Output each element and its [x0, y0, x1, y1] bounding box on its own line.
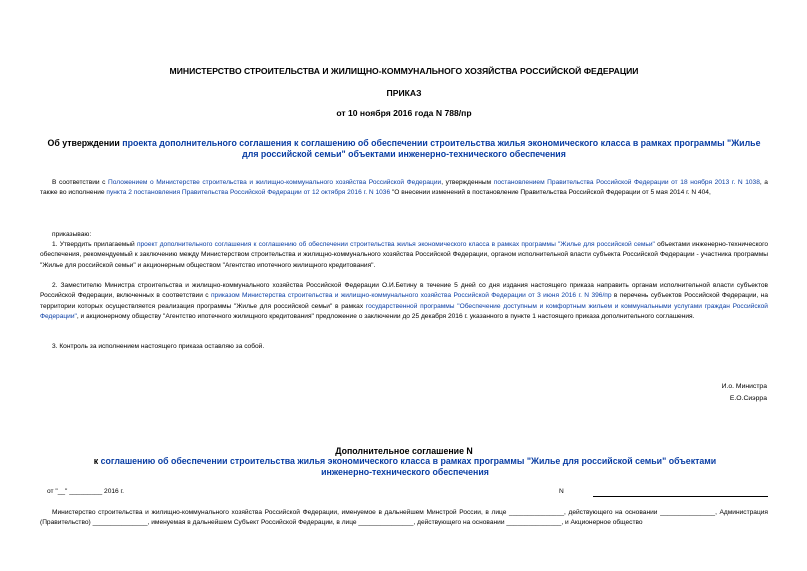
document-type: ПРИКАЗ: [386, 88, 422, 98]
item1-text-1: 1. Утвердить прилагаемый: [52, 241, 137, 248]
draft-agreement-link[interactable]: проект дополнительного соглашения к соглашению об обеспечении строительства жилья экономического класса в рамках программы "Жилье для российской семьи": [136, 241, 655, 248]
item-3-paragraph: [40, 342, 768, 352]
annex-title: Дополнительное соглашение N: [335, 446, 473, 456]
annex-body-paragraph: [40, 508, 768, 529]
base-agreement-link[interactable]: соглашению об обеспечении строительства жилья экономического класса в рамках программы "Жилье для российской семьи" объектами инженерно-технического обеспечения: [100, 456, 717, 477]
resolution-1036-link[interactable]: пункта 2 постановления Правительства Российской Федерации от 12 октября 2016 г. N 1036: [106, 189, 391, 197]
order-396-link[interactable]: приказом Министерства строительства и жилищно-коммунального хозяйства Российской Федерации от 3 июня 2016 г. N 396/пр: [210, 292, 612, 300]
regulation-link[interactable]: Положением о Министерстве строительства и жилищно-коммунального хозяйства Российской Федерации: [108, 179, 442, 186]
preamble-paragraph: [40, 178, 768, 199]
item1-text-2: объектами инженерно-технического обеспечения, рекомендуемый к заключению между Министерством строительства и жилищно-коммунального хозяйства Российской Федерации, органом исполнительной власти субъекта Российской Федерации - участника программы "Жилье для российской семьи" и акционерным обществом "Агентство ипотечного жилищного кредитования".: [40, 241, 769, 269]
annex-number-blank: [593, 496, 768, 497]
item-1-paragraph: [40, 240, 768, 271]
subject-prefix: Об утверждении: [47, 138, 123, 148]
item-2-paragraph: [40, 281, 768, 323]
order-word-text: приказываю:: [52, 231, 92, 238]
annex-date: от "__" _________ 2016 г.: [47, 488, 124, 495]
order-subject: [40, 138, 768, 160]
preamble-text-4: "О внесении изменений в постановление Правительства Российской Федерации от 5 мая 2014 г. N 404: [390, 189, 709, 197]
signature-position: И.о. Министра: [721, 383, 767, 390]
ministry-heading: МИНИСТЕРСТВО СТРОИТЕЛЬСТВА И ЖИЛИЩНО-КОММУНАЛЬНОГО ХОЗЯЙСТВА РОССИЙСКОЙ ФЕДЕРАЦИИ: [169, 66, 639, 76]
resolution-1038-link[interactable]: постановлением Правительства Российской Федерации от 18 ноября 2013 г. N 1038: [493, 179, 760, 186]
annex-prefix: к: [93, 456, 101, 466]
subject-link[interactable]: проекта дополнительного соглашения к соглашению об обеспечении строительства жилья экономического класса в рамках программы "Жилье для российской семьи" объектами инженерно-технического обеспечения: [122, 138, 761, 159]
signature-name: Е.О.Сиэрра: [729, 395, 767, 402]
preamble-text-5: ,: [708, 189, 711, 197]
state-program-link[interactable]: государственной программы "Обеспечение доступным и комфортным жильем и коммунальными услугами граждан Российской Федерации": [40, 302, 768, 321]
document-date-number: от 10 ноября 2016 года N 788/пр: [336, 108, 472, 118]
annex-subtitle: [90, 456, 720, 478]
order-word: [40, 230, 768, 240]
item2-text-1: 2. Заместителю Министра строительства и жилищно-коммунального хозяйства Российской Федерации О.И.Бетину в течение 5 дней со дня издания настоящего приказа направить органам исполнительной власти субъектов Российской Федерации, включенных в соответствии с: [40, 282, 768, 300]
preamble-text-2: , утвержденным: [441, 179, 494, 186]
preamble-text-3: , а также во исполнение: [40, 179, 768, 197]
item3-text: 3. Контроль за исполнением настоящего приказа оставляю за собой.: [52, 343, 265, 350]
item2-text-3: , и акционерному обществу "Агентство ипотечного жилищного кредитования" предложение о заключении до 25 декабря 2016 г. указанного в пункте 1 настоящего приказа дополнительного соглашения.: [76, 313, 695, 321]
item2-text-2: в перечень субъектов Российской Федерации, на территории которых осуществляется реализация программы "Жилье для российской семьи" в рамках: [40, 292, 768, 310]
annex-body-text: Министерство строительства и жилищно-коммунального хозяйства Российской Федерации, именуемое в дальнейшем Минстрой России, в лице _______________, действующего на основании _______________, Администрация (Правительство) _______________, именуемая в дальнейшем Субъект Российской Федерации, в лице _______________, действующего на основании _______________, и Акционерное общество: [40, 509, 768, 527]
preamble-text-1: В соответствии с: [52, 179, 109, 186]
annex-number-label: N: [559, 488, 564, 495]
